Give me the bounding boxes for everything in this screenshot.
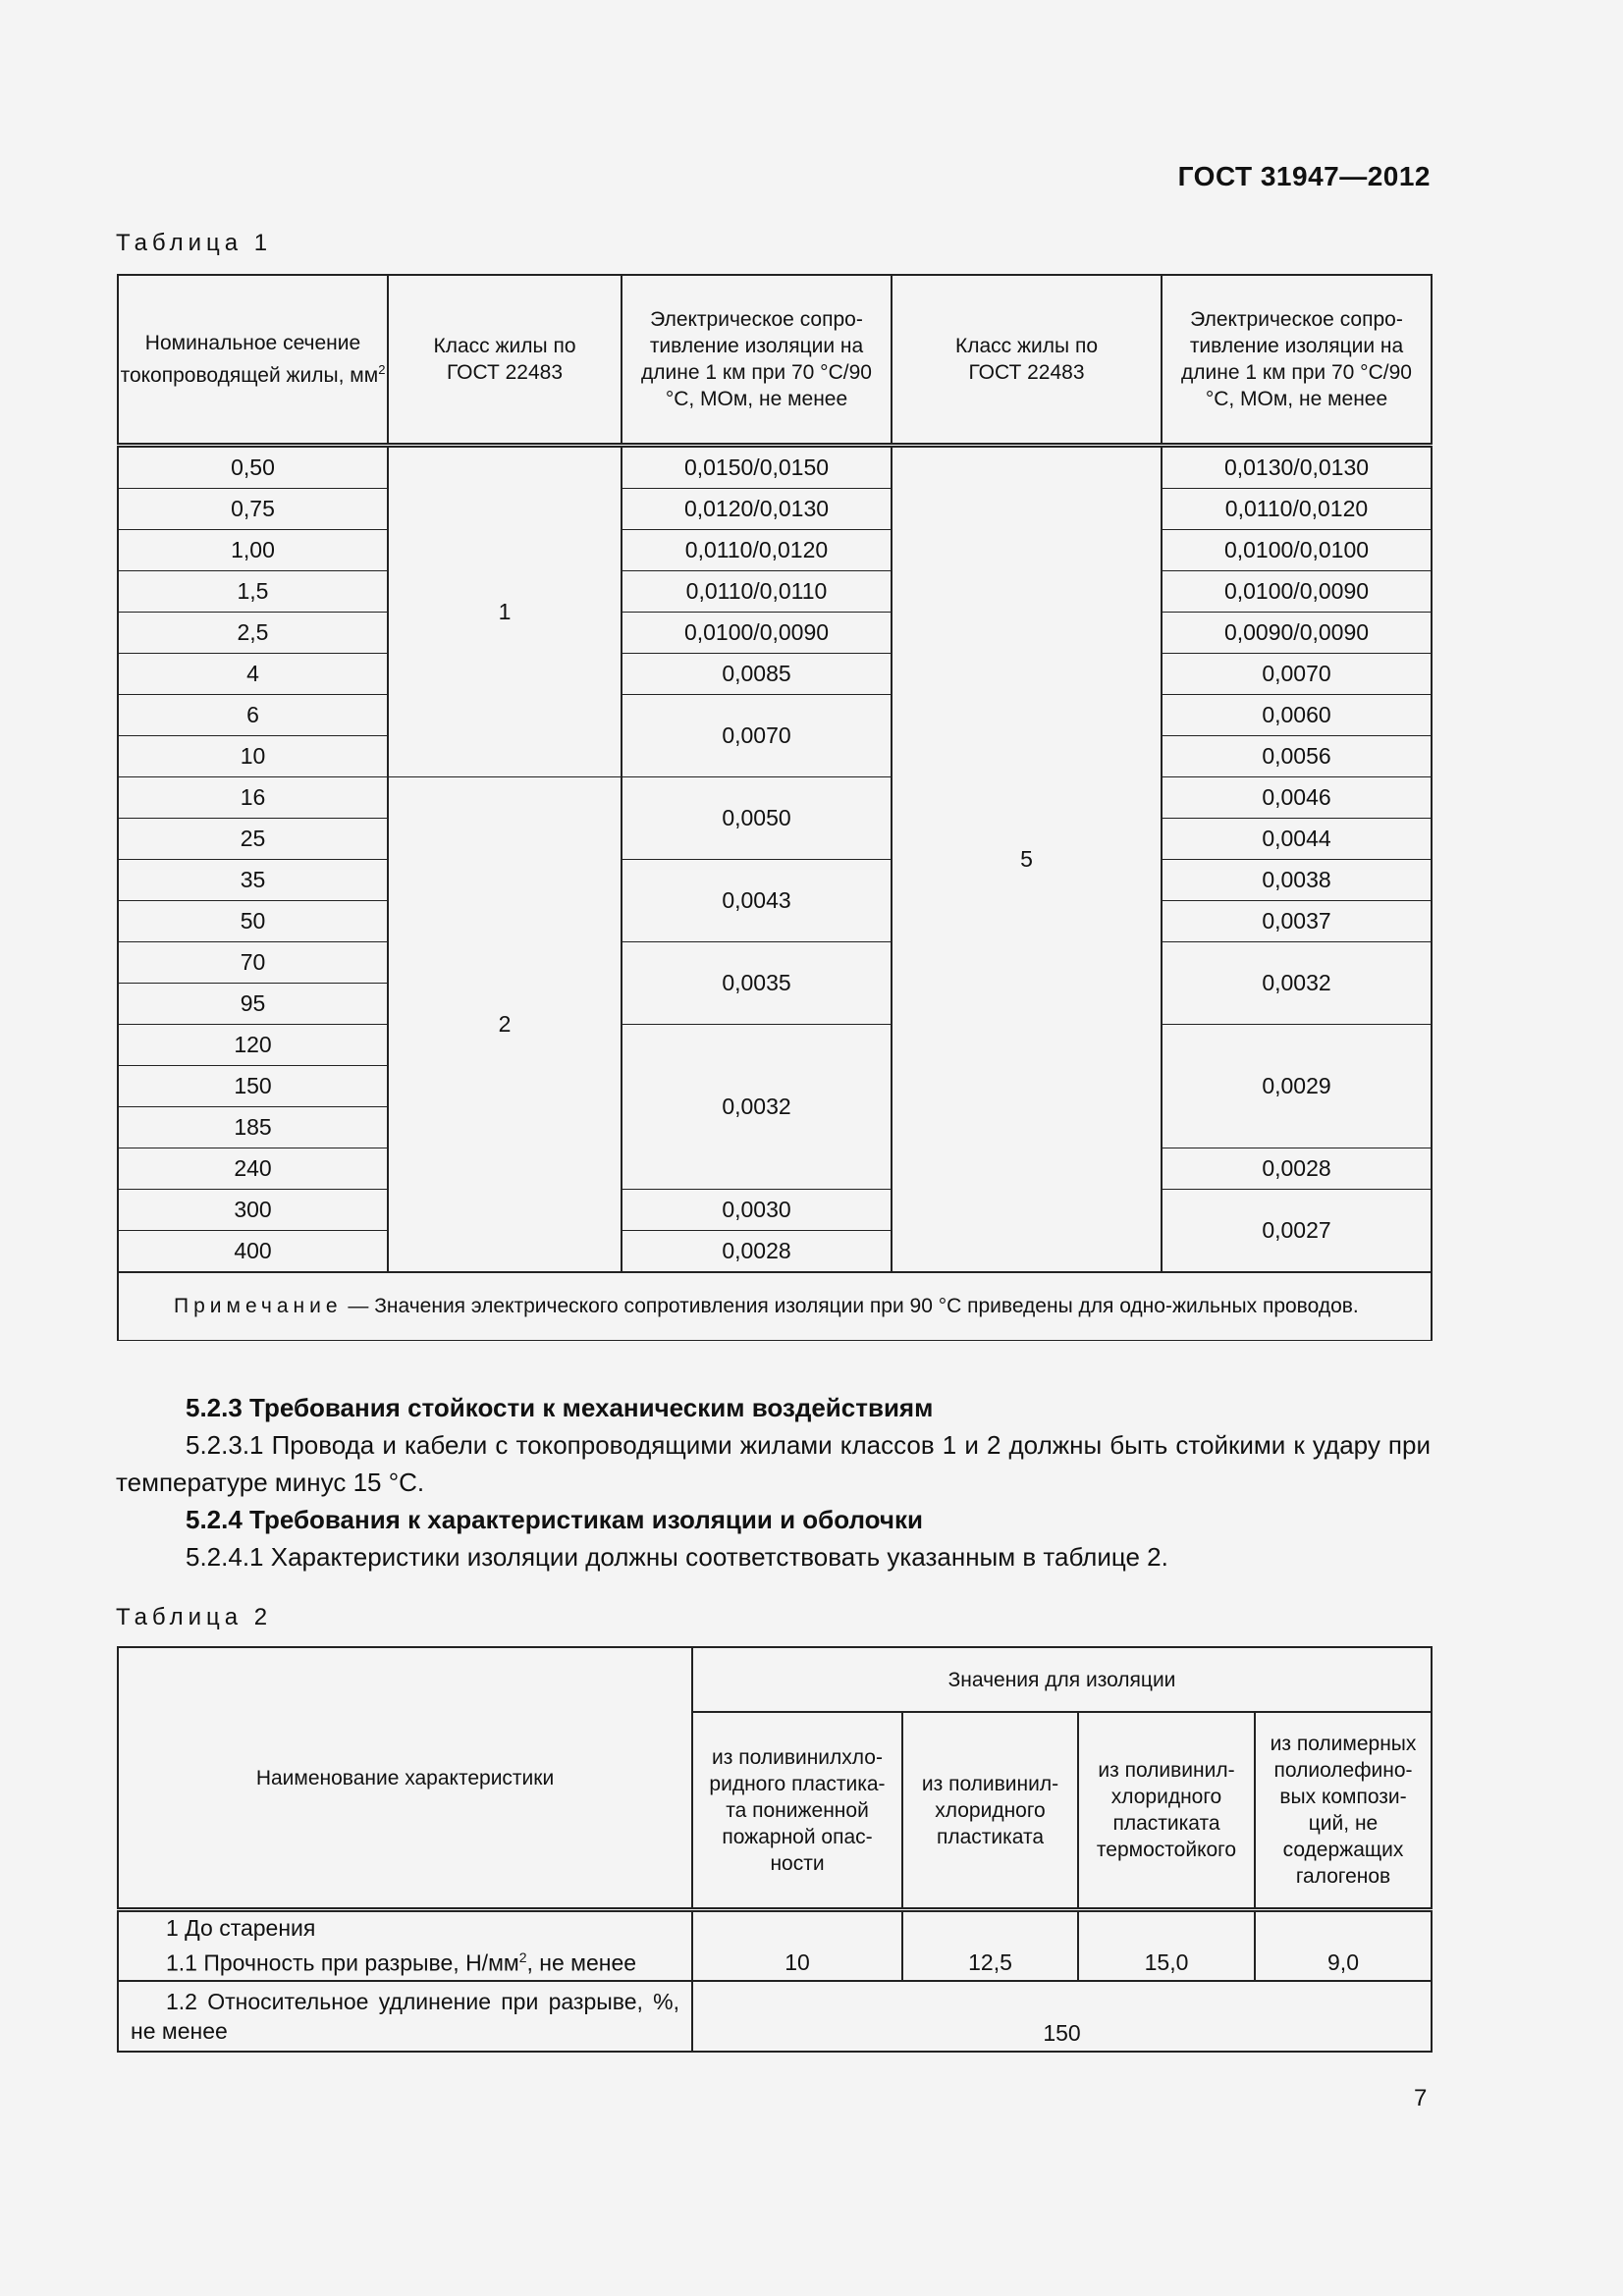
res-b-cell: 0,0100/0,0090 [1162,571,1432,613]
res-b-cell: 0,0037 [1162,901,1432,942]
note-text: — Значения электрического сопротивления изоляции при 90 °С приведены для одно-жильных проводов. [342,1295,1359,1317]
header-characteristic-name: Наименование характеристики [118,1647,692,1910]
header-resistance-a: Электрическое сопро-тивление изоляции на длине 1 км при 70 °С/90 °С, МОм, не менее [622,275,892,446]
section-cell: 35 [118,860,388,901]
res-b-cell: 0,0027 [1162,1190,1432,1273]
note-label: Примечание [174,1295,343,1317]
res-b-cell: 0,0046 [1162,777,1432,819]
res-b-cell: 0,0044 [1162,819,1432,860]
res-a-cell: 0,0110/0,0110 [622,571,892,613]
page-number: 7 [1414,2085,1428,2111]
res-b-cell: 0,0090/0,0090 [1162,613,1432,654]
row-group-label: 1 До старения [166,1915,316,1942]
section-cell: 6 [118,695,388,736]
heading-5-2-4: 5.2.4 Требования к характеристикам изоляции и оболочки [186,1505,923,1534]
res-a-cell: 0,0035 [622,942,892,1025]
section-cell: 400 [118,1231,388,1273]
res-a-cell: 0,0070 [622,695,892,777]
res-a-cell: 0,0110/0,0120 [622,530,892,571]
value-cell: 9,0 [1255,1910,1432,1981]
section-cell: 16 [118,777,388,819]
header-col-pvc-low-fire: из поливинилхло-ридного пластика-та пониженной пожарной опас-ности [692,1712,902,1910]
res-b-cell: 0,0056 [1162,736,1432,777]
res-a-cell: 0,0030 [622,1190,892,1231]
section-cell: 4 [118,654,388,695]
res-b-cell: 0,0100/0,0100 [1162,530,1432,571]
row-tensile-strength-name [118,1910,692,1981]
section-cell: 10 [118,736,388,777]
section-cell: 70 [118,942,388,984]
section-cell: 50 [118,901,388,942]
table2-caption: Таблица 2 [116,1604,273,1630]
res-b-cell: 0,0038 [1162,860,1432,901]
table-1 [117,274,1433,1341]
class-a-cell: 1 [388,446,622,777]
section-cell: 25 [118,819,388,860]
section-cell: 1,00 [118,530,388,571]
heading-5-2-3: 5.2.3 Требования стойкости к механическим воздействиям [186,1393,934,1422]
section-cell: 185 [118,1107,388,1148]
header-class-b: Класс жилы по ГОСТ 22483 [892,275,1162,446]
res-b-cell: 0,0029 [1162,1025,1432,1148]
section-cell: 0,50 [118,446,388,489]
res-a-cell: 0,0050 [622,777,892,860]
res-a-cell: 0,0043 [622,860,892,942]
section-cell: 1,5 [118,571,388,613]
res-b-cell: 0,0110/0,0120 [1162,489,1432,530]
paragraph-5-2-4-1: 5.2.4.1 Характеристики изоляции должны соответствовать указанным в таблице 2. [186,1542,1168,1572]
res-b-cell: 0,0070 [1162,654,1432,695]
res-a-cell: 0,0150/0,0150 [622,446,892,489]
header-class-a: Класс жилы по ГОСТ 22483 [388,275,622,446]
res-a-cell: 0,0100/0,0090 [622,613,892,654]
section-cell: 0,75 [118,489,388,530]
paragraph-5-2-3-1: 5.2.3.1 Провода и кабели с токопроводящими жилами классов 1 и 2 должны быть стойкими к удару при температуре минус 15 °С. [116,1430,1431,1497]
value-cell: 10 [692,1910,902,1981]
section-cell: 2,5 [118,613,388,654]
header-section: Номинальное сечение токопроводящей жилы, $мм^2$ [118,275,388,446]
class-a-cell: 2 [388,777,622,1273]
value-cell-merged: 150 [692,1981,1432,2052]
row-elongation-name: 1.2 Относительное удлинение при разрыве, %, не менее [118,1981,692,2052]
header-resistance-b: Электрическое сопро-тивление изоляции на длине 1 км при 70 °С/90 °С, МОм, не менее [1162,275,1432,446]
value-cell: 12,5 [902,1910,1078,1981]
res-b-cell: 0,0032 [1162,942,1432,1025]
row-label: 1.1 Прочность при разрыве, $Н/мм^2$, не менее [166,1949,637,1977]
section-cell: 150 [118,1066,388,1107]
section-cell: 300 [118,1190,388,1231]
res-a-cell: 0,0028 [622,1231,892,1273]
class-b-cell: 5 [892,446,1162,1273]
document-number: ГОСТ 31947—2012 [1177,161,1431,191]
header-col-pvc-heat: из поливинил-хлоридного пластиката термостойкого [1078,1712,1255,1910]
value-cell: 15,0 [1078,1910,1255,1981]
res-b-cell: 0,0060 [1162,695,1432,736]
section-cell: 120 [118,1025,388,1066]
res-a-cell: 0,0032 [622,1025,892,1190]
res-b-cell: 0,0130/0,0130 [1162,446,1432,489]
res-a-cell: 0,0120/0,0130 [622,489,892,530]
table1-note [118,1272,1432,1341]
header-col-polyolefin: из полимерных полиолефино-вых компози-ций, не содержащих галогенов [1255,1712,1432,1910]
section-cell: 95 [118,984,388,1025]
res-b-cell: 0,0028 [1162,1148,1432,1190]
section-cell: 240 [118,1148,388,1190]
table1-caption: Таблица 1 [116,230,273,256]
header-insulation-values: Значения для изоляции [692,1647,1432,1712]
res-a-cell: 0,0085 [622,654,892,695]
table-2 [117,1646,1433,2053]
header-col-pvc: из поливинил-хлоридного пластиката [902,1712,1078,1910]
